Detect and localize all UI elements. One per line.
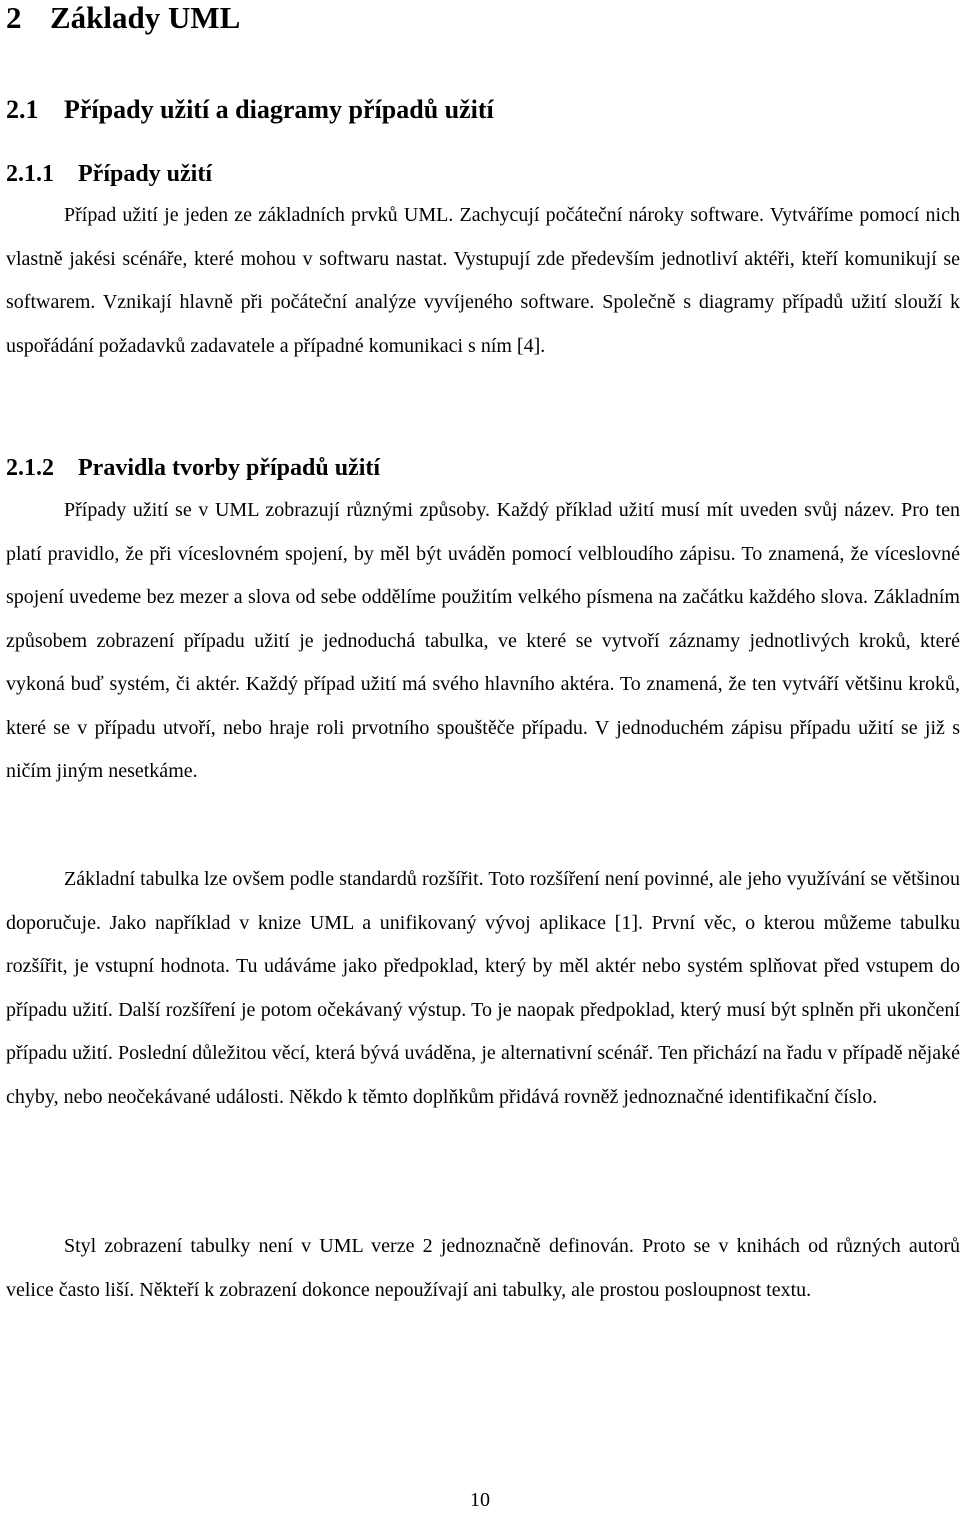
subsection-number-1: 2.1.1 [6,161,54,187]
chapter-number: 2 [6,0,22,35]
chapter-title: Základy UML [50,0,241,35]
body-paragraph: Základní tabulka lze ovšem podle standardů rozšířit. Toto rozšíření není povinné, ale jeho využívání se většinou doporučuje. Jako například v knize UML a unifikovaný vývoj aplikace [1]. První věc, o kterou můžeme tabulku rozšířit, je vstupní hodnota. Tu udáváme jako předpoklad, který by měl aktér nebo systém splňovat před vstupem do případu užití. Další rozšíření je potom očekávaný výstup. To je naopak předpoklad, který musí být splněn při ukončení případu užití. Poslední důležitou věcí, která bývá uváděna, je alternativní scénář. Ten přichází na řadu v případě nějaké chyby, nebo neočekávané události. Někdo k těmto doplňkům přidává rovněž jednoznačné identifikační číslo. [6,868,960,1108]
body-paragraph: Styl zobrazení tabulky není v UML verze 2 jednoznačně definován. Proto se v knihách od různých autorů velice často liší. Někteří k zobrazení dokonce nepoužívají ani tabulky, ale prostou posloupnost textu. [6,1235,960,1301]
section-title: Případy užití a diagramy případů užití [64,95,494,124]
section-number: 2.1 [6,95,39,124]
subsection-heading-1 [6,152,212,196]
subsection-number-2: 2.1.2 [6,455,54,481]
body-paragraph: Případ užití je jeden ze základních prvků UML. Zachycují počáteční nároky software. Vytváříme pomocí nich vlastně jakési scénáře, které mohou v softwaru nastat. Vystupují zde především jednotliví aktéři, kteří komunikují se softwarem. Vznikají hlavně při počáteční analýze vyvíjeného software. Společně s diagramy případů užití slouží k uspořádání požadavků zadavatele a případné komunikaci s ním [4]. [6,204,960,357]
subsection-title-1: Případy užití [78,161,213,187]
chapter-heading [6,0,240,40]
section-heading [6,88,494,132]
body-paragraph: Případy užití se v UML zobrazují různými způsoby. Každý příklad užití musí mít uveden svůj název. Pro ten platí pravidlo, že při víceslovném spojení, by měl být uváděn pomocí velbloudího zápisu. To znamená, že víceslovné spojení uvedeme bez mezer a slova od sebe oddělíme použitím velkého písmena na začátku každého slova. Základním způsobem zobrazení případu užití je jednoduchá tabulka, ve které se vytvoří záznamy jednotlivých kroků, které vykoná buď systém, či aktér. Každý případ užití má svého hlavního aktéra. To znamená, že ten vytváří většinu kroků, které se v případu utvoří, nebo hraje roli prvotního spouštěče případu. V jednoduchém zápisu případu užití se již s ničím jiným nesetkáme. [6,499,960,782]
subsection-heading-2 [6,446,380,490]
page-number: 10 [470,1489,490,1511]
subsection-title-2: Pravidla tvorby případů užití [78,455,381,481]
